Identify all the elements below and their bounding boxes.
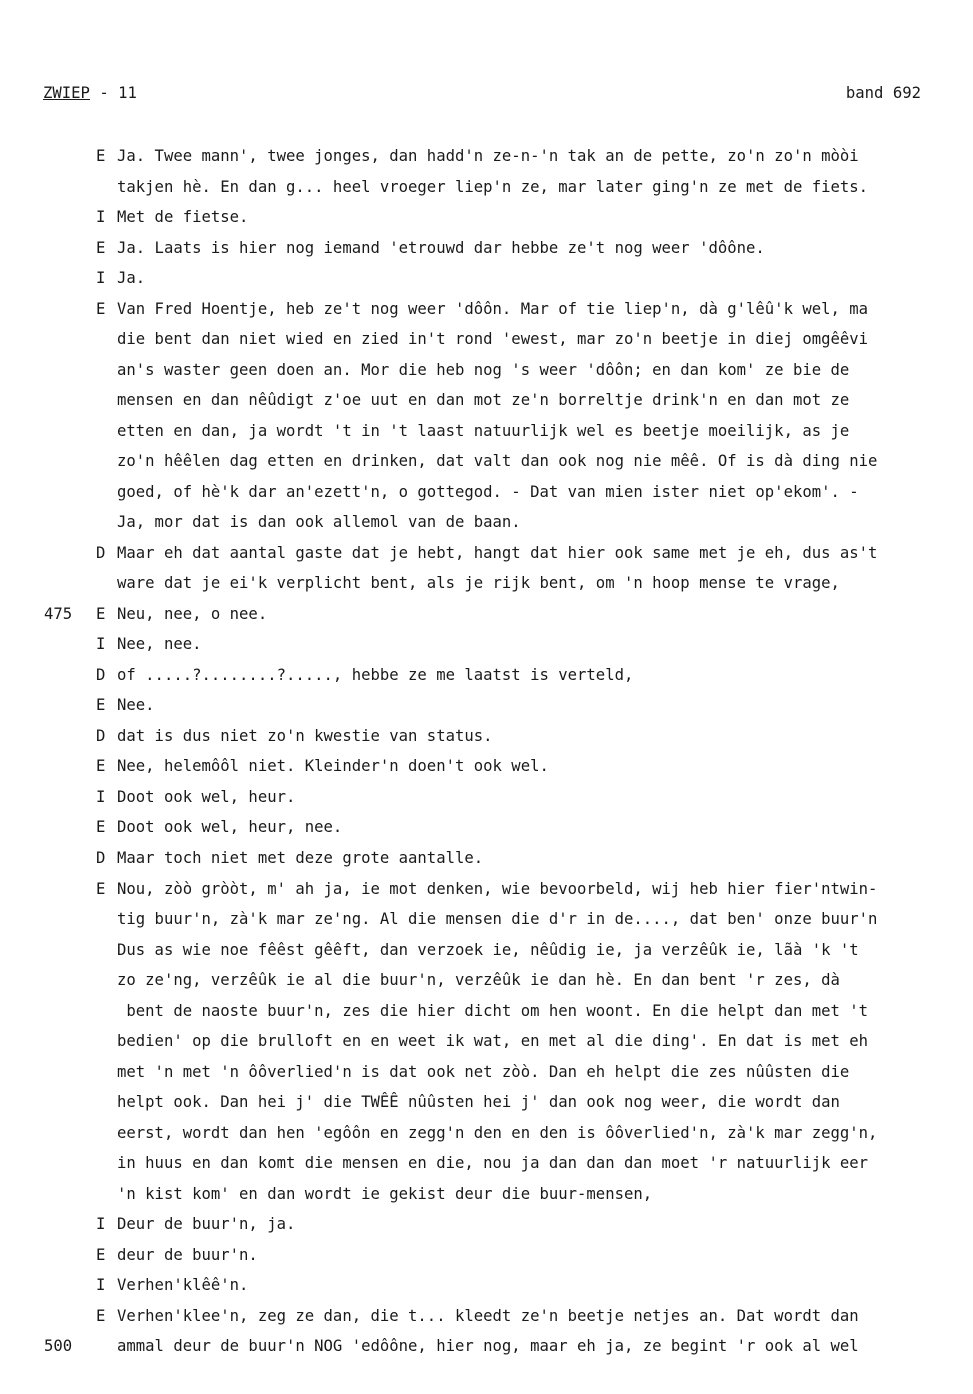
transcript-line xyxy=(0,721,973,751)
line-text: mensen en dan nêûdigt z'oe uut en dan mot ze'n borreltje drink'n en dan mot ze xyxy=(117,391,850,410)
speaker-label: E xyxy=(96,299,106,318)
speaker-label: E xyxy=(96,818,106,837)
transcript-line xyxy=(0,1331,973,1361)
line-text: Verhen'klêê'n. xyxy=(117,1276,249,1295)
line-text: tig buur'n, zà'k mar ze'ng. Al die mensen die d'r in de...., dat ben' onze buur'n xyxy=(117,910,878,928)
transcript-line xyxy=(0,904,973,934)
transcript-line xyxy=(0,324,973,354)
speaker-label: E xyxy=(96,147,106,165)
speaker-label: E xyxy=(96,1306,106,1325)
speaker-label: E xyxy=(96,757,106,776)
transcript-line xyxy=(0,416,973,446)
transcript-line xyxy=(0,1087,973,1117)
line-text: goed, of hè'k dar an'ezett'n, o gottegod. - Dat van mien ister niet op'ekom'. - xyxy=(117,482,859,501)
line-text: dat is dus niet zo'n kwestie van status. xyxy=(117,726,493,745)
line-text: zo ze'ng, verzêûk ie al die buur'n, verzêûk ie dan hè. En dan bent 'r zes, dà xyxy=(117,971,840,989)
transcript-line xyxy=(0,660,973,690)
header-title: ZWIEP xyxy=(43,84,90,102)
line-text: zo'n hêêlen dag etten en drinken, dat valt dan ook nog nie mêê. Of is dà ding nie xyxy=(117,452,878,471)
line-text: Doot ook wel, heur. xyxy=(117,787,296,806)
line-text: Maar eh dat aantal gaste dat je hebt, hangt dat hier ook same met je eh, dus as't xyxy=(117,543,878,562)
speaker-label: E xyxy=(96,879,106,898)
speaker-label: D xyxy=(96,665,106,684)
line-text: Nee, helemôôl niet. Kleinder'n doen't ook wel. xyxy=(117,757,549,776)
speaker-label: E xyxy=(96,238,106,257)
transcript-line xyxy=(0,202,973,232)
line-text: deur de buur'n. xyxy=(117,1245,258,1264)
speaker-label: I xyxy=(96,1215,106,1234)
speaker-label: D xyxy=(96,726,106,745)
line-text: bent de naoste buur'n, zes die hier dicht om hen woont. En die helpt dan met 't xyxy=(117,1001,869,1020)
transcript-line xyxy=(0,1270,973,1300)
transcript-line xyxy=(0,385,973,415)
line-text: Ja. Laats is hier nog iemand 'etrouwd dar hebbe ze't nog weer 'dôône. xyxy=(117,238,765,257)
line-text: Nou, zòò gròòt, m' ah ja, ie mot denken, wie bevoorbeld, wij heb hier fier'ntwin- xyxy=(117,879,878,898)
line-text: Deur de buur'n, ja. xyxy=(117,1215,296,1234)
transcript-line xyxy=(0,1148,973,1178)
transcript-line xyxy=(0,1301,973,1331)
speaker-label: I xyxy=(96,1276,106,1295)
speaker-label: D xyxy=(96,849,106,867)
transcript-line xyxy=(0,141,973,171)
page-header-right: band 692 xyxy=(845,84,921,102)
header-page-number: - 11 xyxy=(89,84,137,102)
transcript-line xyxy=(0,996,973,1026)
transcript-line xyxy=(0,812,973,842)
transcript-line xyxy=(0,477,973,507)
line-text: etten en dan, ja wordt 't in 't laast natuurlijk wel es beetje moeilijk, as je xyxy=(117,421,850,440)
line-text: Ja. xyxy=(117,269,146,288)
line-text: die bent dan niet wied en zied in't rond 'ewest, mar zo'n beetje in diej omgêêvi xyxy=(117,330,869,349)
transcript-line xyxy=(0,1179,973,1209)
transcript-line xyxy=(0,568,973,598)
line-text: met 'n met 'n ôôverlied'n is dat ook net zòò. Dan eh helpt die zes nûûsten die xyxy=(117,1062,850,1081)
line-text: eerst, wordt dan hen 'egôôn en zegg'n den en den is ôôverlied'n, zà'k mar zegg'n, xyxy=(117,1123,878,1142)
speaker-label: I xyxy=(96,269,106,288)
line-text: in huus en dan komt die mensen en die, nou ja dan dan dan moet 'r natuurlijk eer xyxy=(117,1154,869,1173)
speaker-label: I xyxy=(96,787,106,806)
speaker-label: E xyxy=(96,1245,106,1264)
transcript-line xyxy=(0,599,973,629)
transcript-line xyxy=(0,782,973,812)
line-text: Met de fietse. xyxy=(117,208,249,226)
transcript-line xyxy=(0,507,973,537)
line-text: Maar toch niet met deze grote aantalle. xyxy=(117,849,484,867)
transcript-line xyxy=(0,172,973,202)
line-text: Ja. Twee mann', twee jonges, dan hadd'n ze-n-'n tak an de pette, zo'n zo'n mòòi xyxy=(117,147,859,165)
line-text: an's waster geen doen an. Mor die heb nog 's weer 'dôôn; en dan kom' ze bie de xyxy=(117,360,850,379)
transcript-line xyxy=(0,629,973,659)
speaker-label: E xyxy=(96,696,106,715)
transcript-line xyxy=(0,1026,973,1056)
transcript-line xyxy=(0,843,973,873)
transcript-line xyxy=(0,751,973,781)
transcript-line xyxy=(0,355,973,385)
line-number: 500 xyxy=(44,1337,73,1356)
line-text: Dus as wie noe fêêst gêêft, dan verzoek ie, nêûdig ie, ja verzêûk ie, lãà 'k 't xyxy=(117,940,859,959)
line-number: 475 xyxy=(44,604,73,623)
transcript-line xyxy=(0,1118,973,1148)
line-text: Doot ook wel, heur, nee. xyxy=(117,818,343,837)
transcript-line xyxy=(0,874,973,904)
transcript-line xyxy=(0,538,973,568)
line-text: Nee. xyxy=(117,696,155,715)
page-header-left xyxy=(43,84,137,102)
transcript-line xyxy=(0,1240,973,1270)
speaker-label: E xyxy=(96,604,106,623)
line-text: ware dat je ei'k verplicht bent, als je rijk bent, om 'n hoop mense te vrage, xyxy=(117,574,840,593)
speaker-label: I xyxy=(96,208,106,226)
transcript-line xyxy=(0,263,973,293)
transcript-line xyxy=(0,233,973,263)
speaker-label: D xyxy=(96,543,106,562)
transcript-line xyxy=(0,1209,973,1239)
line-text: of .....?........?....., hebbe ze me laatst is verteld, xyxy=(117,665,634,684)
line-text: ammal deur de buur'n NOG 'edôône, hier nog, maar eh ja, ze begint 'r ook al wel xyxy=(117,1337,859,1356)
line-text: Neu, nee, o nee. xyxy=(117,604,268,623)
transcript-line xyxy=(0,965,973,995)
transcript-line xyxy=(0,690,973,720)
line-text: bedien' op die brulloft en en weet ik wat, en met al die ding'. En dat is met eh xyxy=(117,1032,869,1051)
line-text: Ja, mor dat is dan ook allemol van de baan. xyxy=(117,513,521,532)
transcript-line xyxy=(0,1057,973,1087)
line-text: Verhen'klee'n, zeg ze dan, die t... kleedt ze'n beetje netjes an. Dat wordt dan xyxy=(117,1306,859,1325)
line-text: helpt ook. Dan hei j' die TWÊÊ nûûsten hei j' dan ook nog weer, die wordt dan xyxy=(117,1093,840,1112)
speaker-label: I xyxy=(96,635,106,654)
transcript-line xyxy=(0,294,973,324)
line-text: Van Fred Hoentje, heb ze't nog weer 'dôôn. Mar of tie liep'n, dà g'lêû'k wel, ma xyxy=(117,299,869,318)
transcript-line xyxy=(0,935,973,965)
line-text: 'n kist kom' en dan wordt ie gekist deur die buur-mensen, xyxy=(117,1184,653,1203)
line-text: takjen hè. En dan g... heel vroeger liep'n ze, mar later ging'n ze met de fiets. xyxy=(117,177,869,196)
transcript-line xyxy=(0,446,973,476)
line-text: Nee, nee. xyxy=(117,635,202,654)
